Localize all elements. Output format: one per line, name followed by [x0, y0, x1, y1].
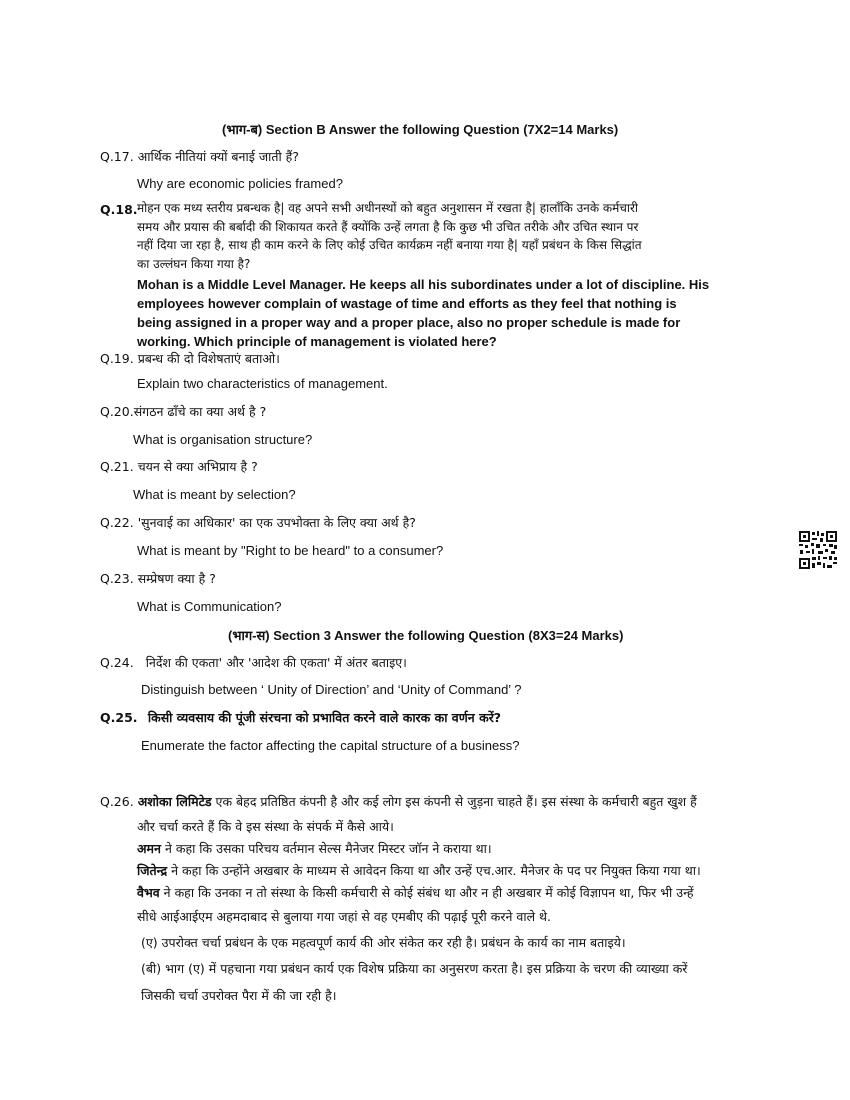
person-name: वैभव: [137, 885, 160, 900]
person-name: जितेन्द्र: [137, 863, 168, 878]
section-c-heading: (भाग-स) Section 3 Answer the following Question (8X3=24 Marks): [228, 628, 624, 643]
question-hindi: संगठन ढाँचे का क्या अर्थ है ?: [133, 404, 267, 419]
q18-english-line: being assigned in a proper way and a proper place, also no proper schedule is made for: [137, 315, 681, 330]
q23: [100, 570, 216, 587]
q26-part-b: (बी) भाग (ए) में पहचाना गया प्रबंधन कार्य एक विशेष प्रक्रिया का अनुसरण करता है। इस प्रक्रिया के चरण की व्याख्या करें: [141, 961, 688, 976]
question-number: Q.25.: [100, 710, 138, 725]
q18-hindi-line: मोहन एक मध्य स्तरीय प्रबन्धक है| वह अपने सभी अधीनस्थों को बहुत अनुशासन में रखता है| हालाँकि उनके कर्मचारी: [137, 201, 638, 215]
q18-hindi-line: का उल्लंघन किया गया है?: [137, 256, 251, 271]
q26-line-6: सीधे आईआईएम अहमदाबाद से बुलाया गया जहां से वह एमबीए की पढ़ाई पूरी करने वाले थे.: [137, 909, 551, 924]
question-number: Q.17.: [100, 149, 134, 164]
question-number: Q.21.: [100, 459, 134, 474]
q26-part-b-2: जिसकी चर्चा उपरोक्त पैरा में की जा रही है।: [141, 988, 337, 1003]
question-number: Q.23.: [100, 571, 134, 586]
question-number: Q.24.: [100, 655, 134, 670]
q18-number: Q.18.: [100, 202, 138, 217]
q22-english: What is meant by "Right to be heard" to a consumer?: [137, 543, 444, 558]
q18-hindi-line: नहीं दिया जा रहा है, साथ ही काम करने के लिए कोई उचित कार्यक्रम नहीं बनाया गया है| यहाँ प्रबंधन के किस सिद्धांत: [137, 238, 642, 252]
q18-english-line: employees however complain of wastage of time and efforts as they feel that nothing is: [137, 296, 677, 311]
q26-line-1: [100, 793, 697, 810]
q18-hindi: [137, 199, 642, 273]
question-hindi: किसी व्यवसाय की पूंजी संरचना को प्रभावित करने वाले कारक का वर्णन करें?: [147, 710, 502, 725]
q22: [100, 514, 416, 531]
question-hindi: चयन से क्या अभिप्राय है ?: [137, 459, 258, 474]
person-name: अमन: [137, 841, 161, 856]
q17: [100, 148, 299, 165]
question-hindi: प्रबन्ध की दो विशेषताएं बताओ।: [137, 351, 280, 366]
q20: [100, 403, 266, 420]
q26-text: ने कहा कि उनका न तो संस्था के किसी कर्मचारी से कोई संबंध था और न ही अखबार में कोई विज्ञापन था, फिर भी उन्हें: [159, 885, 694, 900]
question-hindi: निर्देश की एकता' और 'आदेश की एकता' में अंतर बताइए।: [145, 655, 407, 670]
q19-english: Explain two characteristics of management.: [137, 376, 388, 391]
q24-english: Distinguish between ‘ Unity of Direction’ and ‘Unity of Command’ ?: [141, 682, 522, 697]
q25-english: Enumerate the factor affecting the capital structure of a business?: [141, 738, 520, 753]
company-name: अशोका लिमिटेड: [137, 794, 212, 809]
q18-english: [137, 275, 709, 351]
q26-text: एक बेहद प्रतिष्ठित कंपनी है और कई लोग इस कंपनी से जुड़ना चाहते हैं। इस संस्था के कर्मचारी बहुत खुश हैं: [211, 794, 697, 809]
q26-text: ने कहा कि उसका परिचय वर्तमान सेल्स मैनेजर मिस्टर जॉन ने कराया था।: [160, 841, 492, 856]
q18-hindi-line: समय और प्रयास की बर्बादी की शिकायत करते हैं क्योंकि उन्हें लगता है कि कुछ भी उचित तरीके और उचित स्थान पर: [137, 219, 639, 234]
q26-text: ने कहा कि उन्होंने अखबार के माध्यम से आवेदन किया था और उन्हें एच.आर. मैनेजर के पद पर नियुक्त किया गया था।: [167, 863, 701, 878]
question-number: Q.20.: [100, 404, 134, 419]
q23-english: What is Communication?: [137, 599, 282, 614]
q26-part-a: (ए) उपरोक्त चर्चा प्रबंधन के एक महत्वपूर्ण कार्य की ओर संकेत कर रही है। प्रबंधन के कार्य का नाम बताइये।: [141, 935, 626, 950]
question-hindi: सम्प्रेषण क्या है ?: [137, 571, 216, 586]
q20-english: What is organisation structure?: [133, 432, 313, 447]
q25: [100, 709, 501, 726]
q21-english: What is meant by selection?: [133, 487, 296, 502]
q21: [100, 458, 258, 475]
q26-line-2: और चर्चा करते हैं कि वे इस संस्था के संपर्क में कैसे आये।: [137, 819, 394, 834]
question-hindi: आर्थिक नीतियां क्यों बनाई जाती हैं?: [137, 149, 299, 164]
q19: [100, 350, 280, 367]
q26-line-jitendra: [137, 862, 701, 879]
q18-english-line: working. Which principle of management is violated here?: [137, 334, 497, 349]
q18-english-line: Mohan is a Middle Level Manager. He keeps all his subordinates under a lot of discipline. His: [137, 277, 710, 292]
question-number: Q.19.: [100, 351, 134, 366]
question-hindi: 'सुनवाई का अधिकार' का एक उपभोक्ता के लिए क्या अर्थ है?: [137, 515, 416, 530]
qr-code-icon: [798, 530, 838, 570]
q26-line-vaibhav: [137, 884, 694, 901]
section-b-heading: (भाग-ब) Section B Answer the following Question (7X2=14 Marks): [222, 122, 619, 137]
q26-line-aman: [137, 840, 492, 857]
question-number: Q.26.: [100, 794, 134, 809]
question-number: Q.22.: [100, 515, 134, 530]
q24: [100, 654, 407, 671]
q17-english: Why are economic policies framed?: [137, 176, 343, 191]
